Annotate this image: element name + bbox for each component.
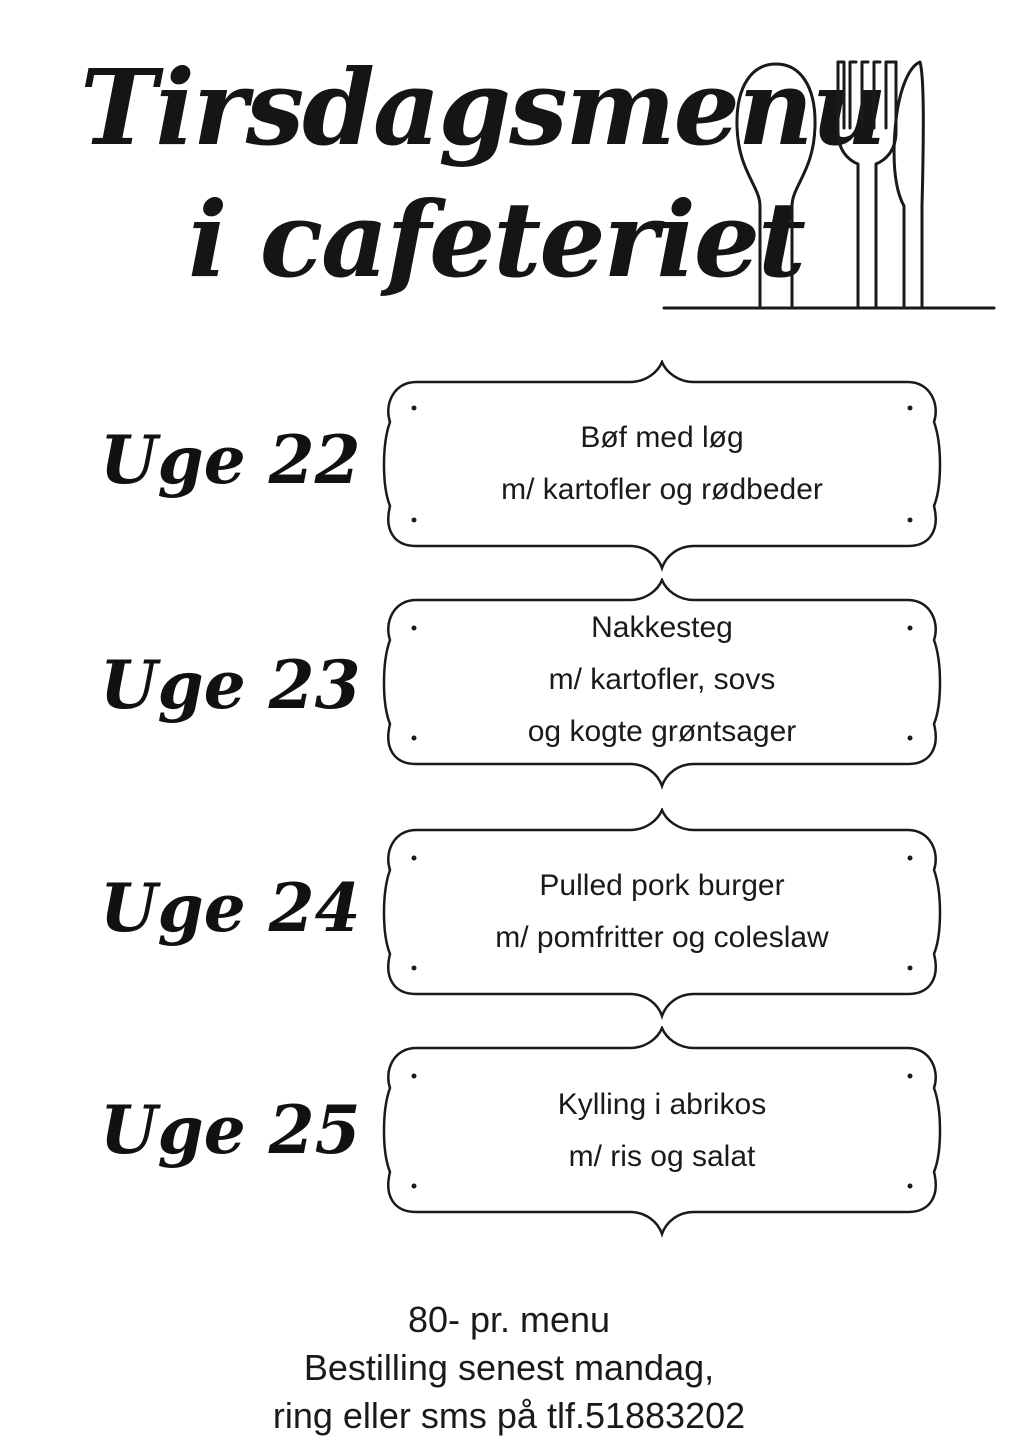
dish-sides-22: m/ kartofler og rødbeder bbox=[501, 473, 823, 506]
menu-frame-22 bbox=[380, 360, 944, 576]
dish-sides-25: m/ ris og salat bbox=[568, 1140, 756, 1173]
dish-sides-23-a: m/ kartofler, sovs bbox=[548, 663, 776, 696]
price-text: 80- pr. menu bbox=[407, 1299, 611, 1340]
order-info bbox=[0, 1296, 1018, 1440]
week-label-22: Uge 22 bbox=[100, 421, 361, 499]
title-line-1: Tirsdagsmenu bbox=[80, 46, 886, 169]
week-label-23: Uge 23 bbox=[100, 646, 361, 724]
dish-sides-24: m/ pomfritter og coleslaw bbox=[495, 921, 829, 954]
title-line-2: i cafeteriet bbox=[188, 178, 805, 301]
menu-frame-23 bbox=[380, 578, 944, 794]
menu-frame-25 bbox=[380, 1026, 944, 1242]
week-label-24: Uge 24 bbox=[100, 869, 361, 947]
dish-name-25: Kylling i abrikos bbox=[557, 1088, 767, 1121]
dish-name-23: Nakkesteg bbox=[591, 611, 733, 644]
contact-text: ring eller sms på tlf.51883202 bbox=[272, 1395, 746, 1436]
dish-sides-23-b: og kogte grøntsager bbox=[527, 715, 797, 748]
spoon-fork-knife-icon bbox=[660, 56, 1000, 321]
menu-frame-24 bbox=[380, 808, 944, 1024]
week-label-25: Uge 25 bbox=[100, 1091, 361, 1169]
order-deadline-text: Bestilling senest mandag, bbox=[303, 1347, 715, 1388]
dish-name-22: Bøf med løg bbox=[580, 421, 744, 454]
dish-name-24: Pulled pork burger bbox=[539, 869, 785, 902]
